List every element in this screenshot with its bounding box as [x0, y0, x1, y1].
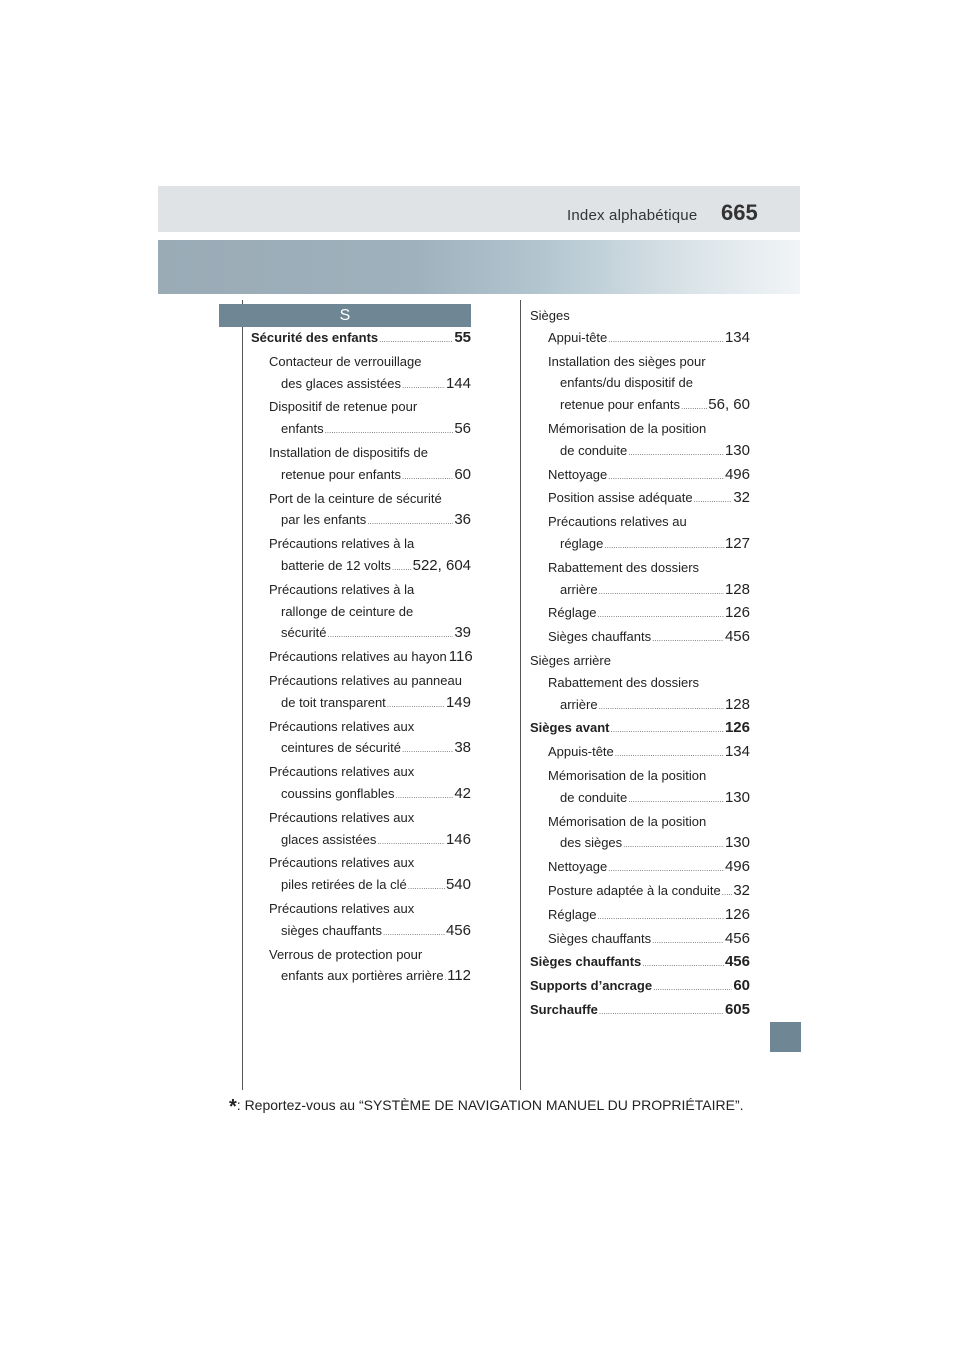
entry-line: Précautions relatives aux: [269, 855, 415, 871]
leader-dots: [395, 785, 453, 807]
leader-dots: [597, 604, 724, 626]
index-subentry: [530, 511, 750, 557]
entry-line: Installation des sièges pour: [548, 353, 706, 369]
index-subentry: [251, 396, 471, 442]
column-divider-right: [520, 300, 521, 1090]
entry-page: 127: [724, 534, 750, 552]
entry-line: de toit transparent: [281, 694, 386, 710]
entry-term: Sièges arrière: [530, 652, 611, 668]
entry-line: Précautions relatives à la: [269, 581, 415, 597]
entry-line: Nettoyage: [548, 466, 608, 482]
entry-line: Port de la ceinture de sécurité: [269, 490, 442, 506]
entry-line: arrière: [560, 581, 598, 597]
entry-term: Sécurité des enfants: [251, 330, 379, 345]
index-entry: [530, 999, 750, 1023]
entry-page: 32: [733, 881, 750, 899]
index-entry: [530, 975, 750, 999]
entry-line: retenue pour enfants: [560, 397, 680, 413]
entry-line: batterie de 12 volts: [281, 557, 391, 573]
entry-page: 60: [454, 465, 471, 483]
entry-line: ceintures de sécurité: [281, 740, 401, 756]
entry-line: Mémorisation de la position: [548, 767, 707, 783]
leader-dots: [445, 967, 446, 989]
header-title: Index alphabétique: [567, 207, 698, 224]
index-subentry: [251, 716, 471, 762]
entry-page: 456: [445, 921, 471, 939]
entry-page: 130: [724, 788, 750, 806]
entry-page: 39: [454, 624, 471, 642]
leader-dots: [402, 739, 453, 761]
index-subentry: [530, 418, 750, 464]
entry-line: Dispositif de retenue pour: [269, 399, 418, 415]
entry-line: Rabattement des dossiers: [548, 559, 700, 575]
entry-page: 56, 60: [708, 396, 750, 414]
entry-line: Précautions relatives au hayon: [269, 649, 447, 665]
index-subentry: [251, 670, 471, 716]
entry-line: Rabattement des dossiers: [548, 674, 700, 690]
entry-page: 128: [724, 695, 750, 713]
leader-dots: [628, 442, 724, 464]
index-subentry: [530, 765, 750, 811]
entry-line: enfants/du dispositif de: [560, 375, 693, 391]
entry-term: Surchauffe: [530, 1001, 598, 1017]
entry-line: piles retirées de la clé: [281, 877, 407, 893]
index-subentry: [530, 811, 750, 857]
index-entry: [251, 327, 471, 351]
index-entry: [530, 951, 750, 975]
entry-line: de conduite: [560, 789, 628, 805]
leader-dots: [599, 696, 724, 718]
leader-dots: [597, 906, 724, 928]
entry-line: Précautions relatives au panneau: [269, 672, 462, 688]
entry-line: coussins gonflables: [281, 785, 395, 801]
entry-term: Sièges avant: [530, 720, 610, 736]
leader-dots: [722, 882, 733, 904]
entry-line: rallonge de ceinture de: [281, 603, 414, 619]
index-subentry: [251, 351, 471, 397]
leader-dots: [608, 329, 724, 351]
leader-dots: [615, 743, 724, 765]
leader-dots: [328, 624, 454, 646]
entry-page: 116: [448, 648, 473, 666]
leader-dots: [681, 396, 707, 418]
entry-line: par les enfants: [281, 512, 367, 528]
entry-line: Précautions relatives aux: [269, 718, 415, 734]
entry-line: Réglage: [548, 605, 597, 621]
leader-dots: [628, 789, 724, 811]
entry-page: 146: [445, 830, 471, 848]
index-subentry: [251, 898, 471, 944]
entry-line: Position assise adéquate: [548, 490, 693, 506]
entry-line: Mémorisation de la position: [548, 420, 707, 436]
entry-line: Appui-tête: [548, 329, 608, 345]
entry-page: 149: [445, 693, 471, 711]
entry-line: Précautions relatives aux: [269, 764, 415, 780]
entry-line: des glaces assistées: [281, 375, 401, 391]
entry-term: Sièges chauffants: [530, 954, 642, 970]
entry-page: 134: [724, 743, 750, 761]
entry-line: Réglage: [548, 906, 597, 922]
index-subentry: [251, 807, 471, 853]
entry-page: 36: [454, 511, 471, 529]
leader-dots: [387, 694, 445, 716]
entry-line: retenue pour enfants: [281, 466, 401, 482]
index-subentry: [251, 944, 471, 990]
leader-dots: [652, 628, 724, 650]
footnote: [229, 1096, 744, 1119]
entry-page: 605: [724, 1000, 750, 1018]
entry-term: Supports d’ancrage: [530, 978, 653, 994]
entry-line: Précautions relatives aux: [269, 809, 415, 825]
leader-dots: [377, 831, 445, 853]
index-subentry: [251, 442, 471, 488]
entry-line: sécurité: [281, 625, 327, 641]
index-subentry: [251, 533, 471, 579]
entry-line: Posture adaptée à la conduite: [548, 882, 721, 898]
leader-dots: [604, 535, 724, 557]
entry-page: 112: [447, 967, 471, 985]
leader-dots: [694, 489, 733, 511]
leader-dots: [379, 329, 453, 351]
footnote-star: *: [229, 1096, 237, 1118]
page-number: 665: [721, 200, 758, 225]
leader-dots: [652, 930, 724, 952]
leader-dots: [611, 719, 724, 741]
index-subentry: [530, 672, 750, 718]
entry-line: de conduite: [560, 442, 628, 458]
entry-page: 456: [724, 929, 750, 947]
entry-line: Mémorisation de la position: [548, 813, 707, 829]
leader-dots: [367, 511, 453, 533]
entry-page: 60: [733, 977, 750, 995]
leader-dots: [402, 375, 445, 397]
entry-page: 130: [724, 441, 750, 459]
entry-page: 126: [724, 604, 750, 622]
entry-page: 456: [724, 628, 750, 646]
index-subentry: [251, 852, 471, 898]
entry-line: Précautions relatives à la: [269, 536, 415, 552]
entry-line: réglage: [560, 535, 604, 551]
index-subentry: [251, 646, 471, 670]
entry-line: Sièges chauffants: [548, 930, 652, 946]
chapter-tab: [770, 1022, 801, 1052]
entry-line: Sièges chauffants: [548, 629, 652, 645]
leader-dots: [599, 1001, 724, 1023]
footnote-text: : Reportez-vous au “SYSTÈME DE NAVIGATION MANUEL DU PROPRIÉTAIRE”.: [236, 1097, 744, 1113]
entry-term: Sièges: [530, 308, 570, 323]
index-subentry: [251, 761, 471, 807]
leader-dots: [608, 858, 724, 880]
index-column-left: [251, 327, 471, 989]
leader-dots: [653, 977, 732, 999]
entry-page: 496: [724, 858, 750, 876]
decorative-band: [158, 240, 800, 294]
index-subentry: [251, 579, 471, 646]
index-subentry: [530, 351, 750, 418]
entry-line: Installation de dispositifs de: [269, 444, 428, 460]
leader-dots: [325, 420, 454, 442]
header-bar: [158, 186, 800, 232]
entry-line: sièges chauffants: [281, 922, 382, 938]
entry-page: 128: [724, 580, 750, 598]
entry-line: Verrous de protection pour: [269, 946, 423, 962]
leader-dots: [402, 466, 453, 488]
entry-page: 126: [724, 905, 750, 923]
column-divider-left: [242, 300, 243, 1090]
entry-page: 38: [454, 739, 471, 757]
entry-line: enfants: [281, 421, 324, 437]
index-entry: [530, 717, 750, 741]
entry-page: 130: [724, 834, 750, 852]
entry-line: des sièges: [560, 835, 623, 851]
entry-page: 126: [724, 719, 750, 737]
entry-page: 522, 604: [412, 556, 471, 574]
leader-dots: [608, 466, 724, 488]
index-column-right: [530, 305, 750, 1023]
entry-page: 134: [724, 328, 750, 346]
leader-dots: [392, 557, 412, 579]
entry-page: 55: [454, 329, 471, 346]
entry-line: arrière: [560, 696, 598, 712]
entry-page: 540: [445, 876, 471, 894]
index-subentry: [530, 557, 750, 603]
entry-page: 144: [445, 374, 471, 392]
entry-line: enfants aux portières arrière: [281, 968, 444, 984]
leader-dots: [599, 581, 724, 603]
section-letter: S: [219, 304, 471, 327]
leader-dots: [383, 922, 445, 944]
leader-dots: [408, 876, 445, 898]
entry-page: 32: [733, 489, 750, 507]
entry-line: Nettoyage: [548, 859, 608, 875]
entry-line: Contacteur de verrouillage: [269, 353, 422, 369]
entry-page: 56: [454, 420, 471, 438]
entry-line: Précautions relatives au: [548, 514, 687, 530]
entry-line: glaces assistées: [281, 831, 377, 847]
index-subentry: [251, 488, 471, 534]
entry-line: Appuis-tête: [548, 744, 614, 760]
leader-dots: [642, 953, 724, 975]
entry-page: 42: [454, 784, 471, 802]
leader-dots: [623, 834, 724, 856]
entry-page: 496: [724, 465, 750, 483]
entry-page: 456: [724, 953, 750, 971]
entry-line: Précautions relatives aux: [269, 900, 415, 916]
